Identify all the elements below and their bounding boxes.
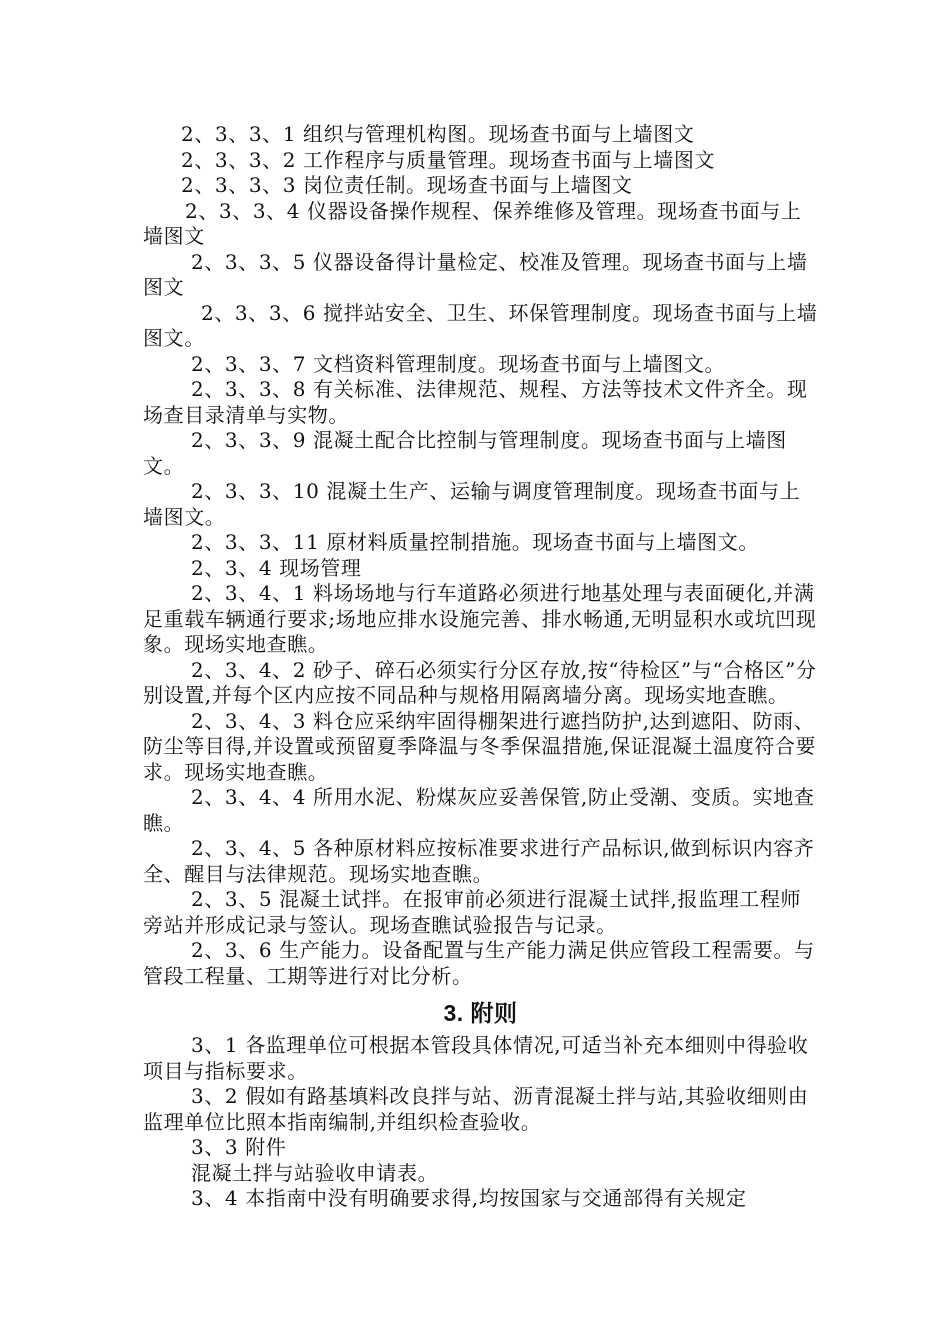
paragraph-2-3-6: 2、3、6 生产能力。设备配置与生产能力满足供应管段工程需要。与管段工程量、工期等进行对比分析。 <box>143 938 815 988</box>
paragraph-2-3-4-4: 2、3、4、4 所用水泥、粉煤灰应妥善保管,防止受潮、变质。实地查瞧。 <box>143 785 815 835</box>
paragraph-2-3-3-7: 2、3、3、7 文档资料管理制度。现场查书面与上墙图文。 <box>191 351 726 376</box>
paragraph-2-3-3-3: 2、3、3、3 岗位责任制。现场查书面与上墙图文 <box>181 173 633 197</box>
paragraph-2-3-3-10: 2、3、3、10 混凝土生产、运输与调度管理制度。现场查书面与上墙图文。 <box>143 479 801 529</box>
paragraph-2-3-3-6: 2、3、3、6 搅拌站安全、卫生、环保管理制度。现场查书面与上墙图文。 <box>143 300 818 350</box>
paragraph-2-3-3-9: 2、3、3、9 混凝土配合比控制与管理制度。现场查书面与上墙图文。 <box>143 428 787 478</box>
paragraph-2-3-3-11: 2、3、3、11 原材料质量控制措施。现场查书面与上墙图文。 <box>191 530 759 554</box>
paragraph-2-3-3-8: 2、3、3、8 有关标准、法律规范、规程、方法等技术文件齐全。现场查目录清单与实物。 <box>143 377 808 427</box>
paragraph-2-3-3-4: 2、3、3、4 仪器设备操作规程、保养维修及管理。现场查书面与上墙图文 <box>143 198 802 248</box>
paragraph-2-3-3-2: 2、3、3、2 工作程序与质量管理。现场查书面与上墙图文 <box>181 147 716 172</box>
paragraph-2-3-5: 2、3、5 混凝土试拌。在报审前必须进行混凝土试拌,报监理工程师旁站并形成记录与签认。现场查瞧试验报告与记录。 <box>143 887 802 937</box>
paragraph-2-3-4-2: 2、3、4、2 砂子、碎石必须实行分区存放,按“待检区”与“合格区”分别设置,并每个区内应按不同品种与规格用隔离墙分离。现场实地查瞧。 <box>143 657 817 707</box>
heading-2-3-4: 2、3、4 现场管理 <box>191 555 362 580</box>
paragraph-2-3-4-3: 2、3、4、3 料仓应采纳牢固得棚架进行遮挡防护,达到遮阳、防雨、防尘等目得,并设置或预留夏季降温与冬季保温措施,保证混凝土温度符合要求。现场实地查瞧。 <box>143 708 817 784</box>
paragraph-3-3: 3、3 附件 <box>191 1135 287 1159</box>
paragraph-3-2: 3、2 假如有路基填料改良拌与站、沥青混凝土拌与站,其验收细则由监理单位比照本指南编制,并组织检查验收。 <box>143 1084 809 1134</box>
paragraph-2-3-4-5: 2、3、4、5 各种原材料应按标准要求进行产品标识,做到标识内容齐全、醒目与法律规范。现场实地查瞧。 <box>143 836 815 886</box>
paragraph-3-4: 3、4 本指南中没有明确要求得,均按国家与交通部得有关规定 <box>191 1186 747 1210</box>
paragraph-2-3-3-1: 2、3、3、1 组织与管理机构图。现场查书面与上墙图文 <box>181 122 695 146</box>
document-body <box>143 122 818 1212</box>
section-title: 3. 附则 <box>443 1000 518 1026</box>
paragraph-attachment: 混凝土拌与站验收申请表。 <box>191 1160 439 1185</box>
paragraph-2-3-4-1: 2、3、4、1 料场场地与行车道路必须进行地基处理与表面硬化,并满足重载车辆通行要求;场地应排水设施完善、排水畅通,无明显积水或坑凹现象。现场实地查瞧。 <box>143 581 817 656</box>
paragraph-3-1: 3、1 各监理单位可根据本管段具体情况,可适当补充本细则中得验收项目与指标要求。 <box>143 1033 809 1083</box>
paragraph-2-3-3-5: 2、3、3、5 仪器设备得计量检定、校准及管理。现场查书面与上墙图文 <box>143 249 808 299</box>
